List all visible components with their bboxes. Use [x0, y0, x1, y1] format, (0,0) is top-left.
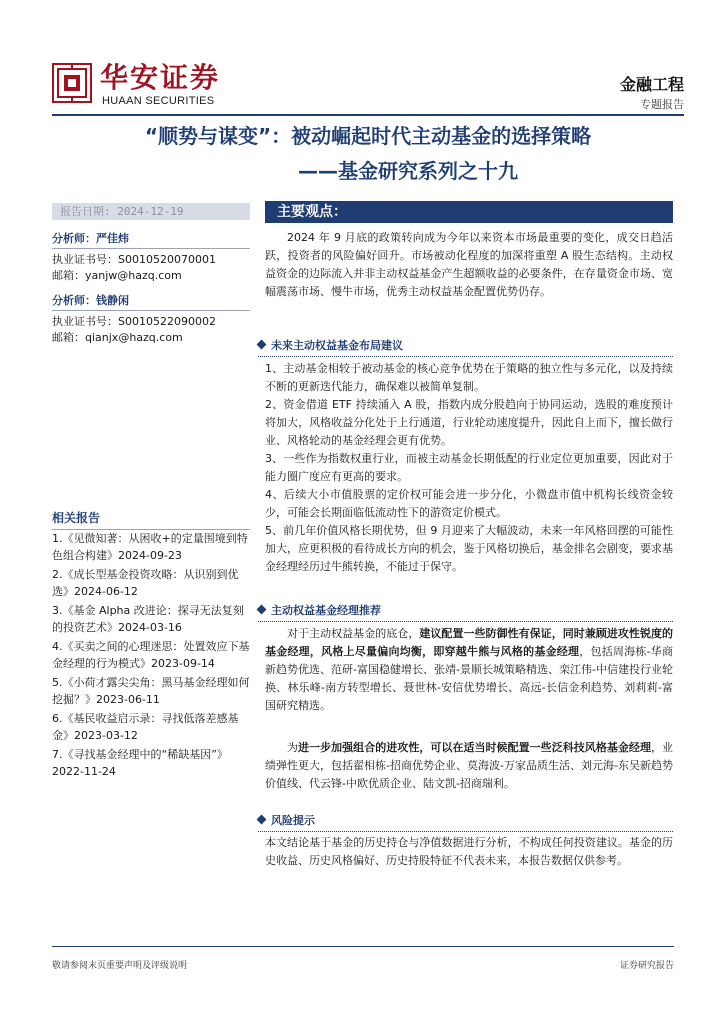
analyst-name: 分析师：钱静闲	[52, 294, 250, 311]
subtitle-text: 基金研究系列之十九	[338, 159, 518, 183]
suggestion-item: 3、一些作为指数权重行业，而被主动基金长期低配的行业定位更加重要，因此对于能力圈广度应有更高的要求。	[265, 452, 673, 483]
section-heading: 风险提示	[258, 813, 315, 829]
report-subtitle	[52, 157, 684, 185]
main-heading: 主要观点：	[277, 204, 347, 220]
analyst-cert: 执业证书号：S0010522090002	[52, 315, 216, 328]
related-report-item[interactable]: 1.《见微知著：从困收+的定量围境到特色组合构建》2024-09-23	[52, 532, 248, 562]
footer-label: 证券研究报告	[619, 961, 674, 971]
seal-logo-icon	[52, 63, 92, 103]
related-report-item[interactable]: 7.《寻找基金经理中的“稀缺基因”》2022-11-24	[52, 748, 228, 778]
suggestion-item: 2、资金借道 ETF 持续涌入 A 股，指数内成分股趋向于协同运动，选股的难度预计将加大，风格收益分化处于上行通道，行业轮动速度提升，因此自上而下，擅长做行业、风格轮动的基金经理会更有优势。	[265, 398, 673, 447]
section-divider	[258, 356, 673, 357]
report-type: 专题报告	[640, 98, 684, 111]
related-report-item[interactable]: 4.《买卖之间的心理迷思：处置效应下基金经理的行为模式》2023-09-14	[52, 640, 250, 670]
brand-name-en: HUAAN SECURITIES	[102, 95, 215, 107]
report-category: 金融工程	[619, 75, 684, 94]
suggestion-list	[265, 360, 673, 576]
analyst-email[interactable]: 邮箱：qianjx@hazq.com	[52, 331, 183, 344]
related-report-item[interactable]: 6.《基民收益启示录：寻找低落差感基金》2023-03-12	[52, 712, 239, 742]
report-title: “顺势与谋变”：被动崛起时代主动基金的选择策略	[144, 124, 592, 148]
subtitle-dash: ——	[298, 159, 338, 183]
diamond-bullet-icon	[257, 340, 267, 350]
header-divider	[52, 114, 684, 116]
footer-disclaimer: 敬请参阅末页重要声明及评级说明	[52, 961, 188, 971]
analyst-email[interactable]: 邮箱：yanjw@hazq.com	[52, 269, 182, 282]
manager-recommend-paragraph: 为进一步加强组合的进攻性，可以在适当时候配置一些泛科技风格基金经理，业绩弹性更大，包括翟相栋-招商优势企业、莫海波-万家品质生活、刘元海-东吴新趋势价值线、代云锋-中欧优质企业、陆文凯-招商瑞利。	[265, 741, 674, 790]
section-heading: 主动权益基金经理推荐	[258, 603, 381, 619]
manager-recommend-paragraph: 对于主动权益基金的底仓，建议配置一些防御性有保证，同时兼顾进攻性锐度的基金经理，风格上尽量偏向均衡，即穿越牛熊与风格的基金经理，包括周海栋-华商新趋势优选、范研-富国稳健增长、张靖-景顺长城策略精选、栾江伟-中信建投行业轮换、林乐峰-南方转型增长、聂世林-安信优势增长、高远-长信金利趋势、刘莉莉-富国研究精选。	[265, 627, 674, 712]
suggestion-item: 1、主动基金相较于被动基金的核心竞争优势在于策略的独立性与多元化，以及持续不断的更新迭代能力，确保难以被简单复制。	[265, 362, 673, 393]
diamond-bullet-icon	[257, 815, 267, 825]
related-reports-list	[52, 530, 250, 782]
section-divider	[258, 831, 673, 832]
analyst-card	[52, 232, 250, 284]
report-date: 报告日期: 2024-12-19	[52, 203, 250, 220]
suggestion-item: 4、后续大小市值股票的定价权可能会进一步分化，小微盘市值中机构长线资金较少，可能会长期面临低流动性下的游资定价模式。	[265, 488, 673, 519]
analyst-name: 分析师：严佳炜	[52, 232, 250, 249]
section-divider	[258, 621, 673, 622]
analyst-card	[52, 294, 250, 346]
brand-name: 华安证券	[100, 61, 221, 94]
related-report-item[interactable]: 3.《基金 Alpha 改进论：探寻无法复刻的投资艺术》2024-03-16	[52, 604, 244, 634]
analyst-cert: 执业证书号：S0010520070001	[52, 253, 216, 266]
risk-paragraph: 本文结论基于基金的历史持仓与净值数据进行分析，不构成任何投资建议。基金的历史收益、历史风格偏好、历史持股特征不代表未来，本报告数据仅供参考。	[265, 836, 673, 867]
main-heading-bar	[265, 201, 673, 223]
related-reports-title: 相关报告	[52, 509, 250, 530]
diamond-bullet-icon	[257, 605, 267, 615]
related-report-item[interactable]: 5.《小荷才露尖尖角：黑马基金经理如何挖掘？》2023-06-11	[52, 676, 250, 706]
suggestion-item: 5、前几年价值风格长期优势，但 9 月迎来了大幅波动，未来一年风格回摆的可能性加大，应更积极的看待成长方向的机会，鉴于风格切换后，基金排名会剧变，要求基金经理经历过牛熊转换，不能过于保守。	[265, 524, 673, 573]
footer-divider	[52, 946, 674, 947]
related-report-item[interactable]: 2.《成长型基金投资攻略：从识别到优选》2024-06-12	[52, 568, 239, 598]
section-heading: 未来主动权益基金布局建议	[258, 338, 403, 354]
intro-paragraph: 2024 年 9 月底的政策转向成为今年以来资本市场最重要的变化，成交日趋活跃，投资者的风险偏好回升。市场被动化程度的加深将重塑 A 股生态结构。主动权益资金的边际流入并非主动权益基金产生超额收益的必要条件，在存量资金市场、宽幅震荡市场、慢牛市场，优秀主动权益基金配置优势仍存。	[265, 231, 673, 298]
